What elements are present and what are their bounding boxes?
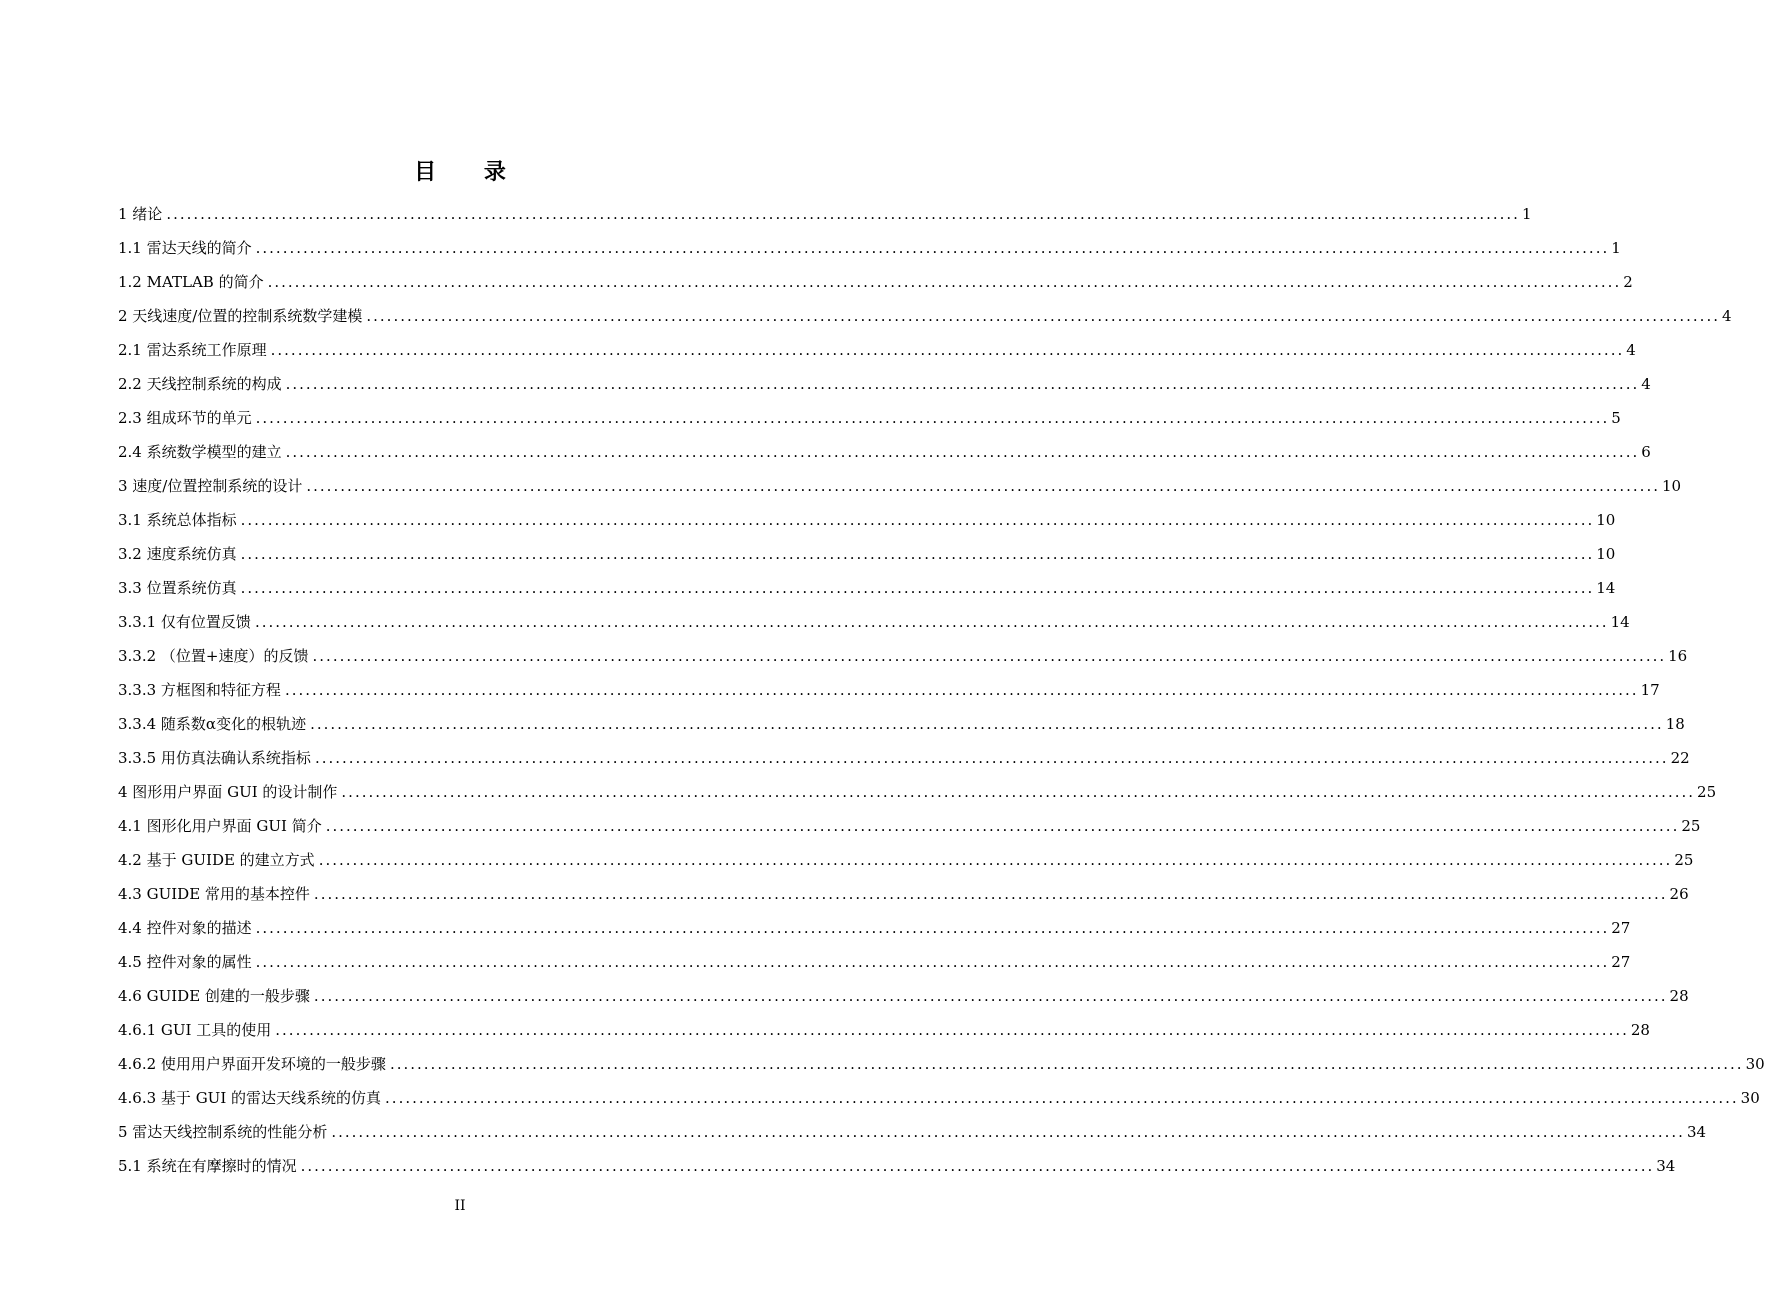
toc-entry-label: 4.6.1 GUI 工具的使用 [118, 1021, 272, 1039]
toc-entry-page: 4 [1722, 307, 1732, 325]
toc-entry[interactable] [118, 670, 1660, 704]
toc-leader-dots: ........................................................................................................................................................................................................ [255, 409, 1610, 427]
toc-entry-page: 28 [1669, 987, 1689, 1005]
toc-leader-dots: ........................................................................................................................................................................................................ [366, 307, 1720, 325]
toc-entry-page: 17 [1640, 681, 1660, 699]
toc-entry[interactable] [118, 772, 1717, 806]
toc-entry[interactable] [118, 976, 1689, 1010]
toc-entry-page: 30 [1740, 1089, 1760, 1107]
toc-entry-label: 4.4 控件对象的描述 [118, 919, 252, 937]
toc-entry[interactable] [118, 1146, 1676, 1180]
toc-entry-label: 3.3.2 （位置+速度）的反馈 [118, 647, 309, 665]
toc-heading: 目 录 [414, 160, 526, 185]
toc-leader-dots: ........................................................................................................................................................................................................ [270, 341, 1625, 359]
toc-leader-dots: ........................................................................................................................................................................................................ [385, 1089, 1739, 1107]
toc-entry-label: 4.5 控件对象的属性 [118, 953, 252, 971]
toc-entry-label: 1.2 MATLAB 的简介 [118, 273, 264, 291]
toc-entry-label: 1.1 雷达天线的简介 [118, 239, 252, 257]
toc-leader-dots: ........................................................................................................................................................................................................ [255, 953, 1610, 971]
toc-entry-page: 1 [1521, 205, 1532, 223]
toc-entry-label: 1 绪论 [118, 205, 163, 223]
table-of-contents [118, 194, 1765, 1180]
toc-entry[interactable] [118, 1112, 1707, 1146]
toc-entry-page: 14 [1610, 613, 1630, 631]
toc-entry-label: 5 雷达天线控制系统的性能分析 [118, 1123, 328, 1141]
toc-leader-dots: ........................................................................................................................................................................................................ [325, 817, 1680, 835]
toc-entry-page: 4 [1641, 375, 1651, 393]
toc-entry-page: 1 [1611, 239, 1621, 257]
toc-leader-dots: ........................................................................................................................................................................................................ [240, 511, 1595, 529]
toc-leader-dots: ........................................................................................................................................................................................................ [285, 443, 1640, 461]
toc-entry-page: 4 [1626, 341, 1636, 359]
toc-entry-label: 4.6.3 基于 GUI 的雷达天线系统的仿真 [118, 1089, 382, 1107]
toc-leader-dots: ........................................................................................................................................................................................................ [166, 205, 1520, 223]
toc-entry-label: 3.1 系统总体指标 [118, 511, 237, 529]
toc-entry[interactable] [118, 466, 1682, 500]
toc-entry[interactable] [118, 398, 1621, 432]
toc-leader-dots: ........................................................................................................................................................................................................ [310, 715, 1664, 733]
toc-entry[interactable] [118, 330, 1636, 364]
toc-entry[interactable] [118, 704, 1685, 738]
toc-leader-dots: ........................................................................................................................................................................................................ [254, 613, 1609, 631]
toc-entry-label: 3 速度/位置控制系统的设计 [118, 477, 303, 495]
toc-entry-page: 25 [1681, 817, 1701, 835]
toc-leader-dots: ........................................................................................................................................................................................................ [306, 477, 1660, 495]
toc-leader-dots: ........................................................................................................................................................................................................ [240, 545, 1595, 563]
toc-leader-dots: ........................................................................................................................................................................................................ [331, 1123, 1685, 1141]
toc-entry-page: 22 [1670, 749, 1690, 767]
toc-entry-page: 2 [1623, 273, 1633, 291]
toc-entry[interactable] [118, 636, 1688, 670]
toc-entry-label: 4 图形用户界面 GUI 的设计制作 [118, 783, 338, 801]
toc-entry[interactable] [118, 1078, 1760, 1112]
toc-entry-label: 3.3.4 随系数α变化的根轨迹 [118, 715, 307, 733]
toc-entry-label: 2 天线速度/位置的控制系统数学建模 [118, 307, 363, 325]
page-number: II [454, 1198, 466, 1214]
toc-entry[interactable] [118, 262, 1633, 296]
toc-leader-dots: ........................................................................................................................................................................................................ [255, 239, 1610, 257]
toc-entry[interactable] [118, 1010, 1650, 1044]
toc-leader-dots: ........................................................................................................................................................................................................ [341, 783, 1696, 801]
toc-entry[interactable] [118, 194, 1532, 228]
toc-entry-page: 5 [1611, 409, 1621, 427]
toc-entry-page: 10 [1596, 545, 1616, 563]
toc-entry[interactable] [118, 568, 1616, 602]
toc-entry-page: 16 [1668, 647, 1688, 665]
toc-entry-page: 28 [1630, 1021, 1650, 1039]
toc-leader-dots: ........................................................................................................................................................................................................ [275, 1021, 1629, 1039]
toc-leader-dots: ........................................................................................................................................................................................................ [314, 749, 1669, 767]
toc-entry-page: 27 [1611, 919, 1631, 937]
toc-entry[interactable] [118, 840, 1694, 874]
toc-leader-dots: ........................................................................................................................................................................................................ [284, 681, 1639, 699]
toc-entry-label: 3.3 位置系统仿真 [118, 579, 237, 597]
toc-entry-label: 4.6.2 使用用户界面开发环境的一般步骤 [118, 1055, 386, 1073]
toc-entry[interactable] [118, 296, 1732, 330]
toc-entry-label: 5.1 系统在有摩擦时的情况 [118, 1157, 297, 1175]
toc-entry-page: 25 [1674, 851, 1694, 869]
toc-entry-label: 2.2 天线控制系统的构成 [118, 375, 282, 393]
toc-entry[interactable] [118, 534, 1616, 568]
toc-entry-page: 25 [1697, 783, 1717, 801]
toc-entry[interactable] [118, 942, 1631, 976]
toc-entry[interactable] [118, 738, 1690, 772]
toc-leader-dots: ........................................................................................................................................................................................................ [313, 885, 1668, 903]
toc-entry[interactable] [118, 806, 1701, 840]
toc-entry[interactable] [118, 874, 1689, 908]
toc-entry-label: 3.3.3 方框图和特征方程 [118, 681, 281, 699]
toc-entry[interactable] [118, 908, 1631, 942]
toc-entry-label: 2.1 雷达系统工作原理 [118, 341, 267, 359]
toc-entry-page: 30 [1745, 1055, 1765, 1073]
toc-entry-page: 6 [1641, 443, 1651, 461]
toc-entry-label: 3.3.1 仅有位置反馈 [118, 613, 251, 631]
toc-entry-page: 34 [1656, 1157, 1676, 1175]
toc-entry-label: 2.4 系统数学模型的建立 [118, 443, 282, 461]
toc-entry-page: 26 [1669, 885, 1689, 903]
toc-entry-page: 14 [1596, 579, 1616, 597]
toc-entry-page: 18 [1665, 715, 1685, 733]
toc-entry-page: 27 [1611, 953, 1631, 971]
toc-leader-dots: ........................................................................................................................................................................................................ [300, 1157, 1655, 1175]
toc-leader-dots: ........................................................................................................................................................................................................ [312, 647, 1667, 665]
toc-entry[interactable] [118, 432, 1651, 466]
toc-entry-label: 3.3.5 用仿真法确认系统指标 [118, 749, 311, 767]
toc-leader-dots: ........................................................................................................................................................................................................ [267, 273, 1622, 291]
toc-leader-dots: ........................................................................................................................................................................................................ [240, 579, 1595, 597]
toc-leader-dots: ........................................................................................................................................................................................................ [313, 987, 1668, 1005]
toc-entry-label: 4.2 基于 GUIDE 的建立方式 [118, 851, 315, 869]
toc-leader-dots: ........................................................................................................................................................................................................ [285, 375, 1640, 393]
toc-entry[interactable] [118, 1044, 1765, 1078]
toc-entry-label: 4.3 GUIDE 常用的基本控件 [118, 885, 310, 903]
toc-entry-page: 10 [1662, 477, 1682, 495]
toc-entry-label: 4.1 图形化用户界面 GUI 简介 [118, 817, 322, 835]
toc-entry-label: 2.3 组成环节的单元 [118, 409, 252, 427]
toc-entry-label: 4.6 GUIDE 创建的一般步骤 [118, 987, 310, 1005]
toc-leader-dots: ........................................................................................................................................................................................................ [389, 1055, 1744, 1073]
toc-entry[interactable] [118, 364, 1651, 398]
toc-entry-page: 34 [1686, 1123, 1707, 1141]
toc-entry[interactable] [118, 228, 1621, 262]
toc-entry-page: 10 [1596, 511, 1616, 529]
toc-leader-dots: ........................................................................................................................................................................................................ [255, 919, 1610, 937]
toc-entry[interactable] [118, 602, 1630, 636]
toc-entry[interactable] [118, 500, 1616, 534]
toc-entry-label: 3.2 速度系统仿真 [118, 545, 237, 563]
toc-leader-dots: ........................................................................................................................................................................................................ [318, 851, 1673, 869]
